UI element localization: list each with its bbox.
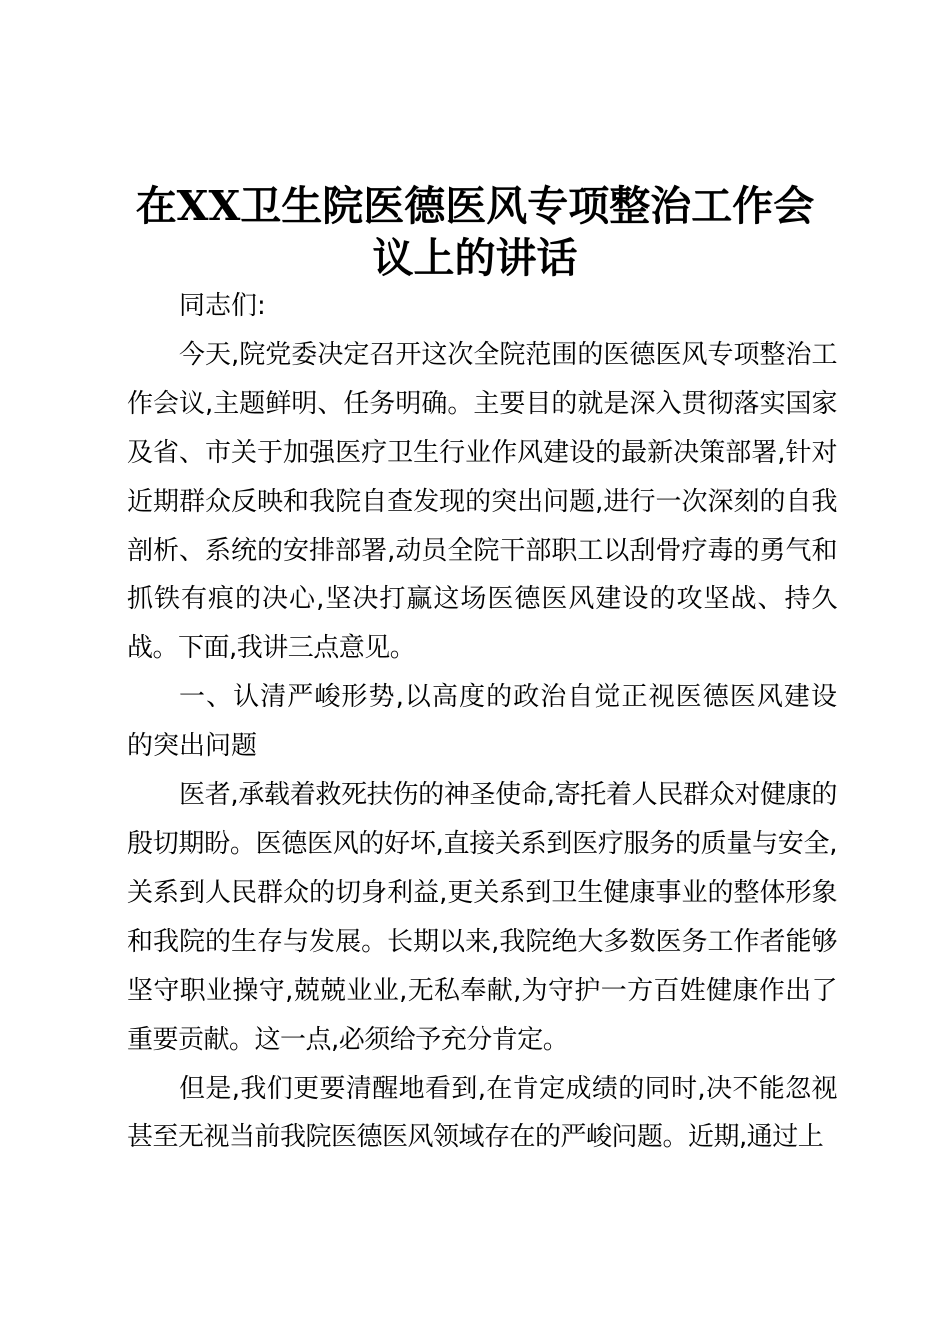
section-heading: 一、认清严峻形势,以高度的政治自觉正视医德医风建设的突出问题 — [127, 682, 837, 762]
paragraph: 但是,我们更要清醒地看到,在肯定成绩的同时,决不能忽视甚至无视当前我院医德医风领域存在的严峻问题。近期,通过上 — [127, 1073, 837, 1153]
paragraph: 今天,院党委决定召开这次全院范围的医德医风专项整治工作会议,主题鲜明、任务明确。主要目的就是深入贯彻落实国家及省、市关于加强医疗卫生行业作风建设的最新决策部署,针对近期群众反映和我院自查发现的突出问题,进行一次深刻的自我剖析、系统的安排部署,动员全院干部职工以刮骨疗毒的勇气和抓铁有痕的决心,坚决打赢这场医德医风建设的攻坚战、持久战。下面,我讲三点意见。 — [127, 339, 837, 664]
paragraph: 医者,承载着救死扶伤的神圣使命,寄托着人民群众对健康的殷切期盼。医德医风的好坏,直接关系到医疗服务的质量与安全,关系到人民群众的切身利益,更关系到卫生健康事业的整体形象和我院的生存与发展。长期以来,我院绝大多数医务工作者能够坚守职业操守,兢兢业业,无私奉献,为守护一方百姓健康作出了重要贡献。这一点,必须给予充分肯定。 — [127, 780, 837, 1055]
document-body — [127, 282, 837, 1162]
document-title: 在XX卫生院医德医风专项整治工作会议上的讲话 — [135, 182, 815, 282]
salutation: 同志们: — [179, 291, 266, 321]
